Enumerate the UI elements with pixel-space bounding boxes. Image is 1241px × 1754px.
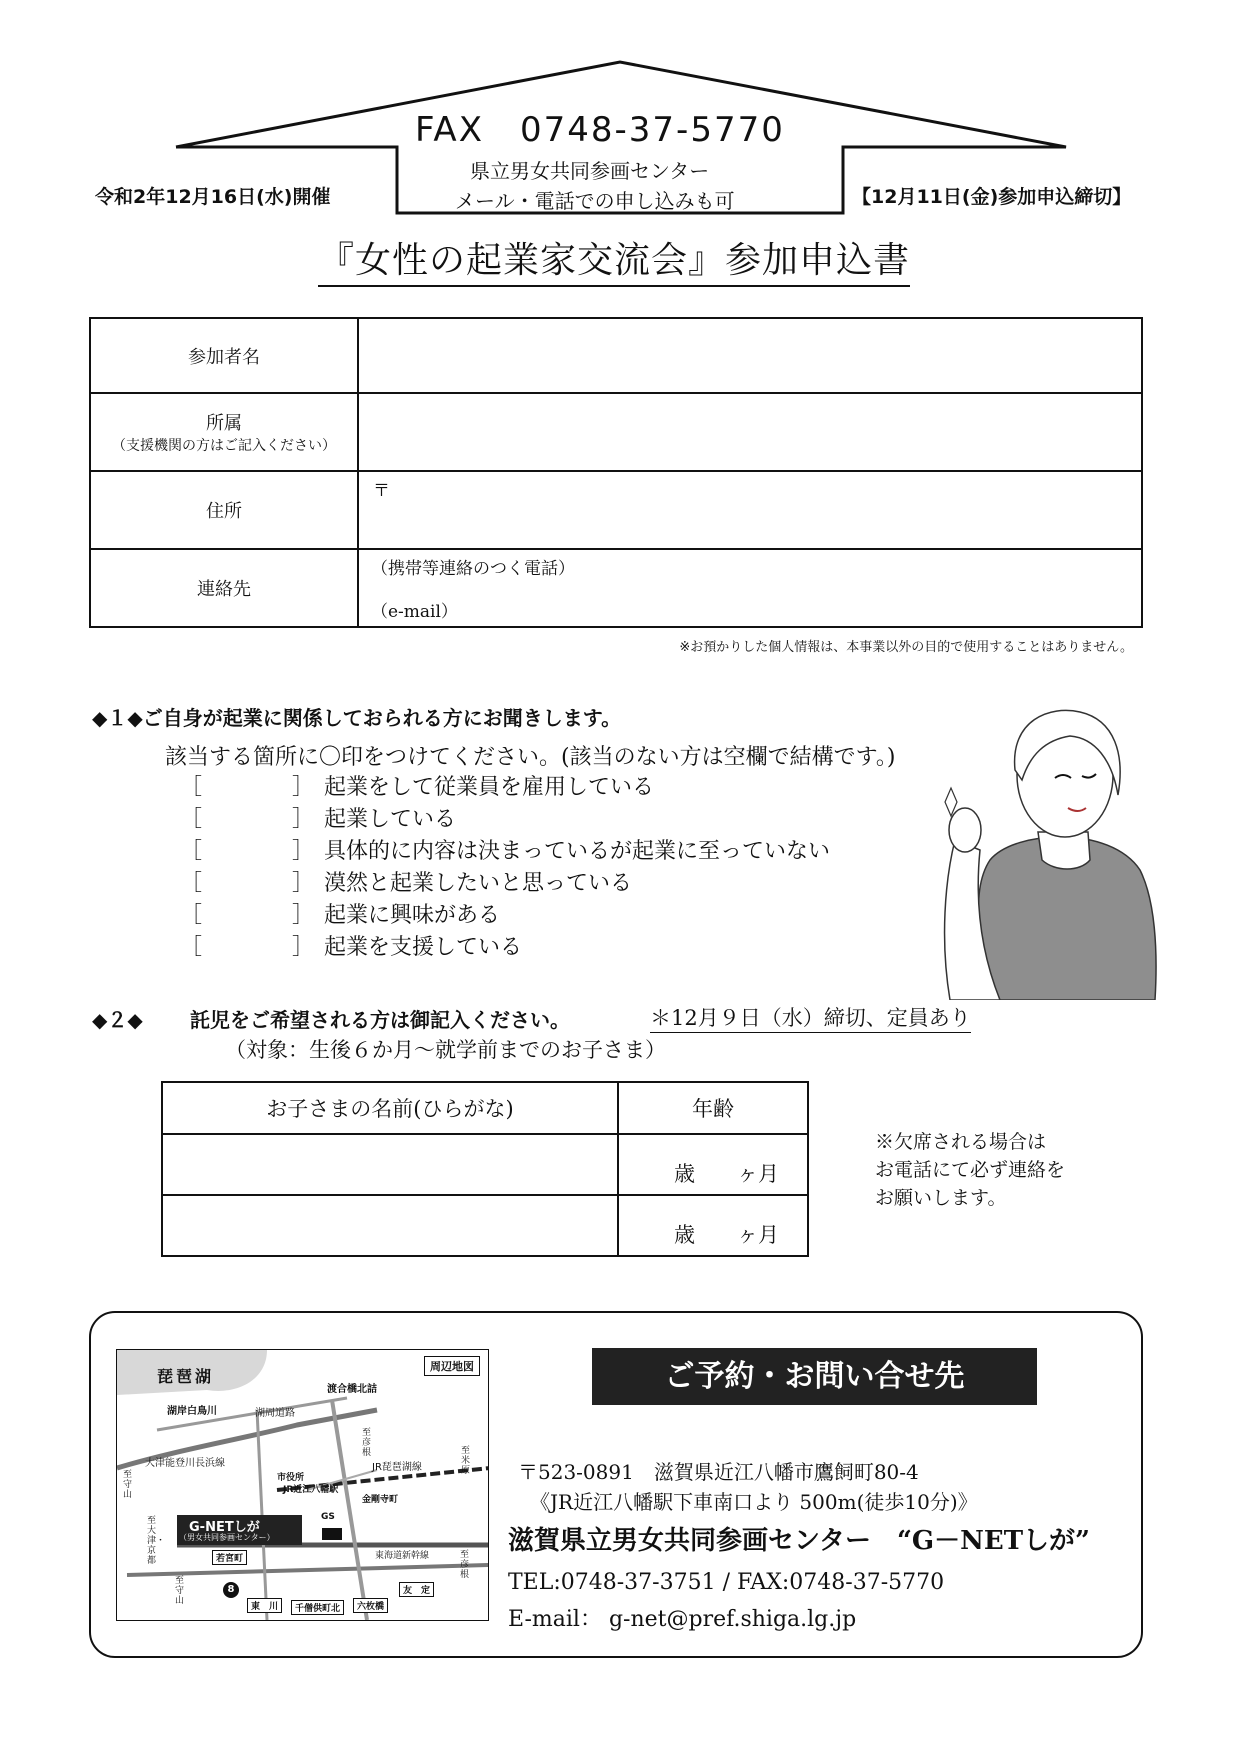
map-label-to-moriyama2: 至守山 (175, 1576, 185, 1606)
absence-note: ※欠席される場合は お電話にて必ず連絡を お願いします。 (875, 1131, 1066, 1209)
map-label-station: JR近江八幡駅 (283, 1485, 339, 1495)
event-date: 令和2年12月16日(水)開催 (95, 186, 331, 208)
question2-target: （対象：生後６か月～就学前までのお子さま） (225, 1038, 666, 1062)
child-age-header: 年齢 (618, 1082, 808, 1134)
form-row-contact (90, 549, 1142, 627)
bracket-open: ［ (180, 903, 203, 928)
option-checkbox[interactable] (180, 866, 318, 897)
childcare-table (161, 1081, 809, 1257)
child-age-field[interactable]: 歳 ヶ月 (618, 1134, 808, 1195)
bracket-close: ］ (292, 775, 315, 800)
bracket-close: ］ (292, 935, 315, 960)
area-map (116, 1349, 489, 1621)
route8-icon: 8 (223, 1582, 239, 1598)
affiliation-label: 所属 (206, 413, 242, 434)
question1-option (180, 802, 456, 833)
map-label-wakamiya: 若宮町 (212, 1550, 247, 1565)
privacy-note: ※お預かりした個人情報は、本事業以外の目的で使用することはありません。 (679, 640, 1133, 655)
contact-org: 滋賀県立男女共同参画センター “G－NETしが” (508, 1526, 1091, 1556)
question2-marker: ◆２◆ (92, 1008, 143, 1032)
map-label-jr: JR琵琶湖線 (372, 1462, 422, 1473)
map-label-gnet: G-NETしが (189, 1520, 260, 1535)
map-label-yusada: 友 定 (399, 1582, 434, 1597)
map-label-gnet-sub: （男女共同参画センター） (179, 1533, 275, 1542)
question1-option (180, 930, 522, 961)
bracket-close: ］ (292, 807, 315, 832)
map-label-city-hall: 市役所 (277, 1473, 305, 1483)
phone-note: （携帯等連絡のつく電話） (371, 559, 575, 579)
question1-instruction: 該当する箇所に〇印をつけてください。(該当のない方は空欄で結構です。) (165, 745, 896, 770)
map-label-to-hikone2: 至彦根 (460, 1550, 470, 1580)
postal-mark: 〒 (373, 481, 390, 501)
child-name-field[interactable] (162, 1195, 618, 1256)
contact-label: 連絡先 (90, 549, 358, 627)
child-name-field[interactable] (162, 1134, 618, 1195)
bracket-open: ［ (180, 775, 203, 800)
option-checkbox[interactable] (180, 898, 318, 929)
option-checkbox[interactable] (180, 770, 318, 801)
childcare-header-row (162, 1082, 808, 1134)
map-label-to-hikone: 至彦根 (362, 1428, 372, 1458)
map-lake-label: 琵琶湖 (157, 1367, 215, 1386)
map-label-rokumai: 六枚橋 (353, 1598, 388, 1613)
bracket-close: ］ (292, 903, 315, 928)
form-row-affiliation (90, 393, 1142, 471)
address-field[interactable] (358, 471, 1142, 549)
option-checkbox[interactable] (180, 802, 318, 833)
map-label-kongoji: 金剛寺町 (362, 1495, 399, 1505)
bracket-open: ［ (180, 935, 203, 960)
bracket-open: ［ (180, 871, 203, 896)
map-label-to-otsu: 至大津・京都 (147, 1516, 166, 1566)
contact-email[interactable]: E-mail： g-net@pref.shiga.lg.jp (508, 1607, 857, 1632)
question1-heading: ◆１◆ご自身が起業に関係しておられる方にお聞きします。 (92, 706, 622, 730)
option-label: 起業している (324, 807, 457, 832)
bracket-close: ］ (292, 871, 315, 896)
question1-option (180, 866, 632, 897)
woman-illustration (930, 700, 1170, 1000)
form-row-participant (90, 318, 1142, 393)
question1-option (180, 898, 500, 929)
address-label: 住所 (90, 471, 358, 549)
child-name-header: お子さまの名前(ひらがな) (162, 1082, 618, 1134)
contact-access: 《JR近江八幡駅下車南口より 500m(徒歩10分)》 (530, 1490, 978, 1514)
question1-option (180, 834, 830, 865)
contact-field[interactable] (358, 549, 1142, 627)
option-label: 起業を支援している (324, 935, 523, 960)
option-label: 具体的に内容は決まっているが起業に至っていない (324, 839, 831, 864)
map-label-higashigawa: 東 川 (247, 1598, 282, 1613)
map-label-sensobo: 千僧供町北 (291, 1600, 344, 1615)
affiliation-sublabel: （支援機関の方はご記入ください） (112, 438, 336, 454)
childcare-row (162, 1134, 808, 1195)
contact-heading: ご予約・お問い合せ先 (592, 1348, 1037, 1405)
application-form-table (89, 317, 1143, 628)
option-label: 漠然と起業したいと思っている (324, 871, 633, 896)
email-note: （e-mail） (371, 602, 458, 622)
form-row-address (90, 471, 1142, 549)
option-label: 起業をして従業員を雇用している (324, 775, 655, 800)
map-label-shinkansen: 東海道新幹線 (375, 1551, 430, 1561)
map-label-kogan: 湖岸白鳥川 (167, 1406, 217, 1417)
child-age-field[interactable]: 歳 ヶ月 (618, 1195, 808, 1256)
participant-label: 参加者名 (90, 318, 358, 393)
map-title: 周辺地図 (424, 1356, 480, 1376)
bracket-open: ［ (180, 839, 203, 864)
map-label-watari: 渡合橋北詰 (327, 1384, 377, 1395)
fax-number: FAX 0748-37-5770 (415, 110, 785, 150)
alt-method-note: メール・電話での申し込みも可 (455, 189, 735, 213)
map-label-to-maibara: 至米原 (461, 1446, 471, 1476)
childcare-row (162, 1195, 808, 1256)
question2-deadline: ＊12月９日（水）締切、定員あり (650, 1002, 971, 1033)
option-label: 起業に興味がある (324, 903, 501, 928)
recipient-name: 県立男女共同参画センター (470, 159, 710, 183)
participant-field[interactable] (358, 318, 1142, 393)
affiliation-field[interactable] (358, 393, 1142, 471)
option-checkbox[interactable] (180, 930, 318, 961)
contact-tel-fax[interactable]: TEL:0748-37-3751 / FAX:0748-37-5770 (508, 1570, 945, 1595)
contact-postal: 〒523-0891 滋賀県近江八幡市鷹飼町80-4 (518, 1460, 919, 1484)
map-label-gs: GS (321, 1512, 335, 1522)
map-label-to-moriyama: 至守山 (123, 1470, 133, 1500)
bracket-close: ］ (292, 839, 315, 864)
question2-heading: 託児をご希望される方は御記入ください。 (190, 1008, 570, 1032)
page-title: 『女性の起業家交流会』参加申込書 (318, 232, 910, 287)
bracket-open: ［ (180, 807, 203, 832)
application-deadline: 【12月11日(金)参加申込締切】 (852, 186, 1132, 208)
map-label-kogan-road: 湖周道路 (255, 1408, 295, 1419)
question1-option (180, 770, 654, 801)
option-checkbox[interactable] (180, 834, 318, 865)
affiliation-label-cell (90, 393, 358, 471)
map-label-otsu-line: 大津能登川長浜線 (145, 1458, 225, 1469)
